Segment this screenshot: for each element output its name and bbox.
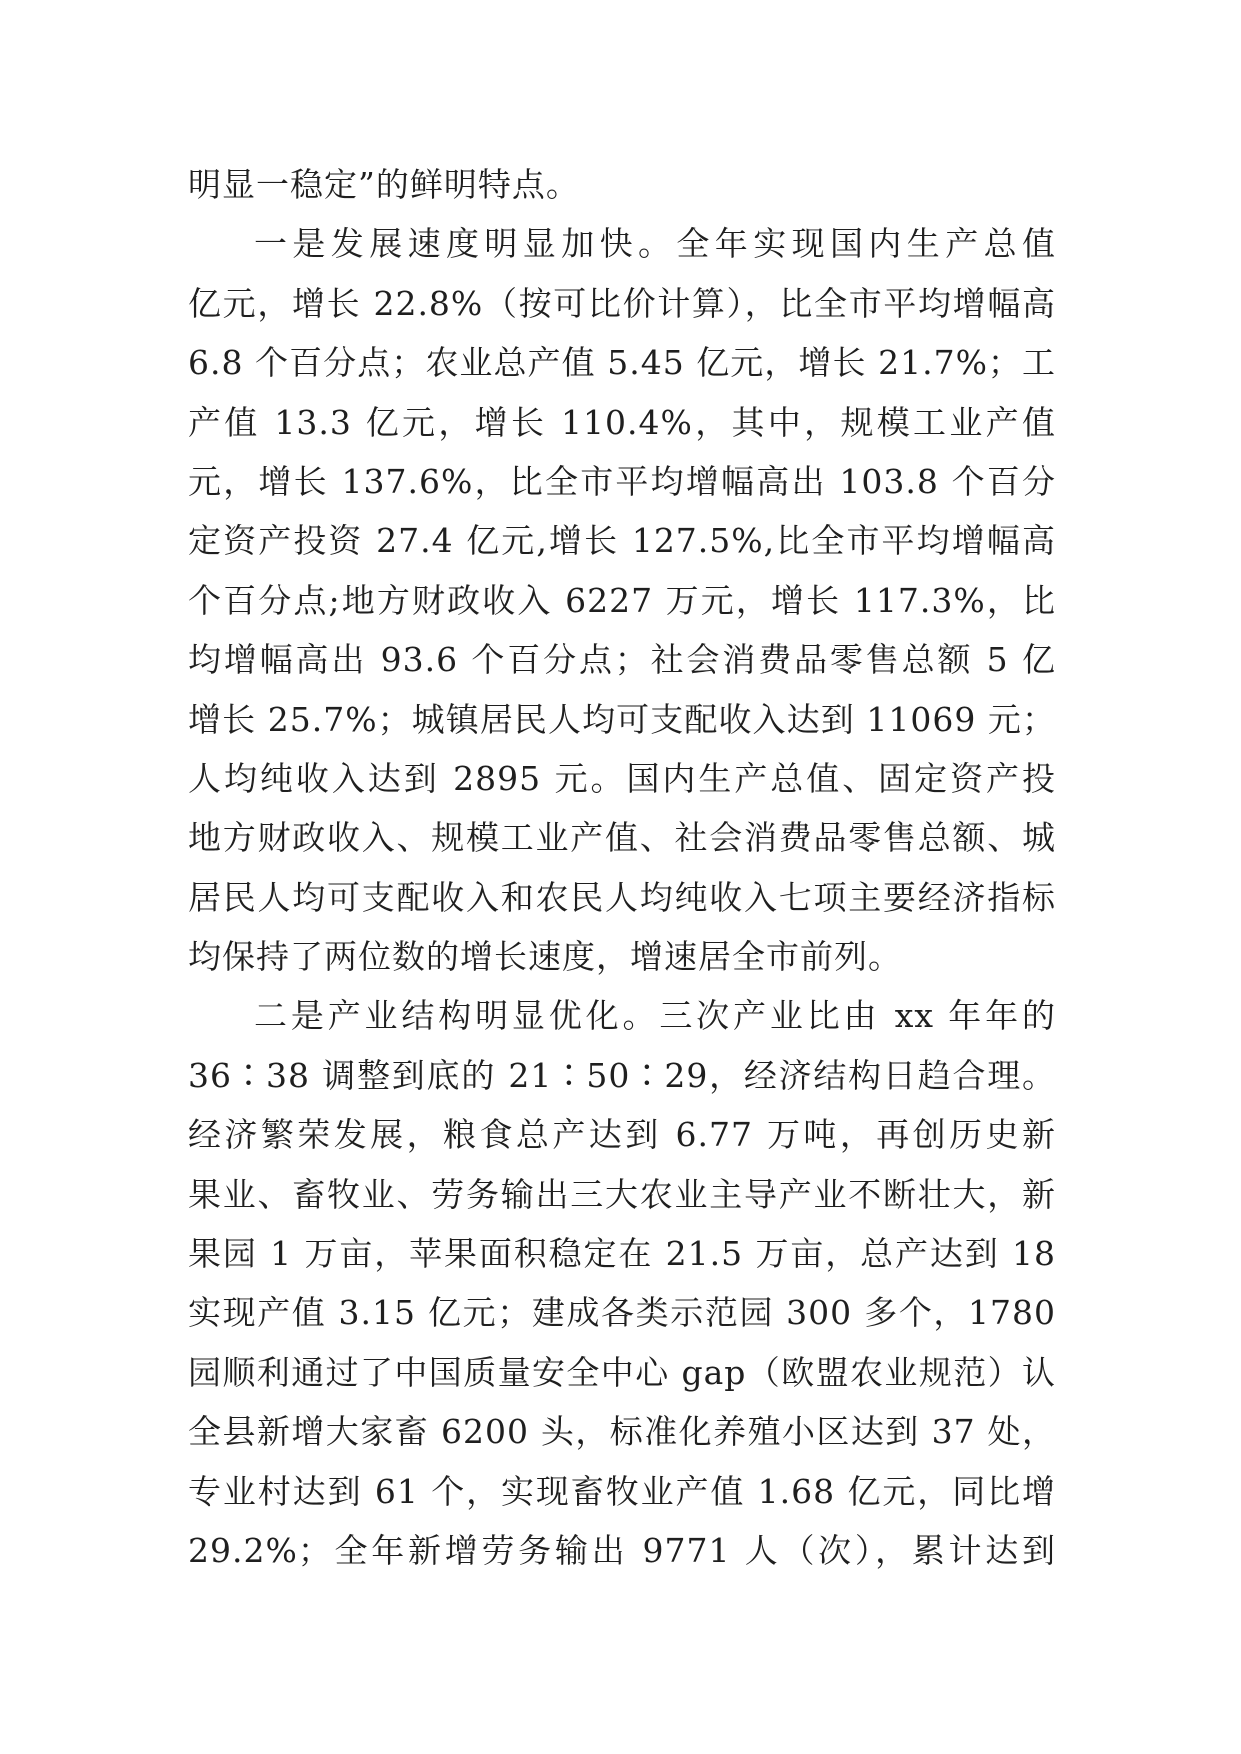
paragraph-end-line: 均保持了两位数的增长速度，增速居全市前列。: [188, 937, 902, 977]
text-line: 个百分点;地方财政收入 6227 万元，增长 117.3%，比: [188, 580, 1056, 620]
text-line: 地方财政收入、规模工业产值、社会消费品零售总额、城: [188, 818, 1056, 858]
text-line: 人均纯收入达到 2895 元。国内生产总值、固定资产投: [188, 758, 1056, 798]
text-line: 亿元，增长 22.8%（按可比价计算），比全市平均增幅高: [188, 283, 1056, 323]
paragraph-start-line: 二是产业结构明显优化。三次产业比由 xx 年年的: [254, 996, 1056, 1036]
text-line: 6.8 个百分点；农业总产值 5.45 亿元，增长 21.7%；工: [188, 343, 1056, 383]
text-line: 明显一稳定”的鲜明特点。: [188, 165, 580, 204]
text-line: 定资产投资 27.4 亿元,增长 127.5%,比全市平均增幅高: [188, 521, 1056, 561]
text-line: 全县新增大家畜 6200 头，标准化养殖小区达到 37 处，: [188, 1412, 1056, 1452]
body-text: [188, 155, 1056, 1580]
text-line: 园顺利通过了中国质量安全中心 gap（欧盟农业规范）认: [188, 1352, 1056, 1392]
text-line: 增长 25.7%；城镇居民人均可支配收入达到 11069 元；: [188, 699, 1056, 739]
text-line: 元，增长 137.6%，比全市平均增幅高出 103.8 个百分: [188, 461, 1056, 501]
text-line: 实现产值 3.15 亿元；建成各类示范园 300 多个，1780: [188, 1293, 1056, 1333]
paragraph-start-line: 一是发展速度明显加快。全年实现国内生产总值: [254, 224, 1056, 264]
text-line: 经济繁荣发展，粮食总产达到 6.77 万吨，再创历史新: [188, 1115, 1056, 1155]
text-line: 居民人均可支配收入和农民人均纯收入七项主要经济指标: [188, 877, 1056, 917]
text-line: 36∶38 调整到底的 21∶50∶29，经济结构日趋合理。: [188, 1055, 1056, 1095]
text-line: 产值 13.3 亿元，增长 110.4%，其中，规模工业产值: [188, 402, 1056, 442]
text-line: 果园 1 万亩，苹果面积稳定在 21.5 万亩，总产达到 18: [188, 1234, 1056, 1274]
text-line: 均增幅高出 93.6 个百分点；社会消费品零售总额 5 亿: [188, 640, 1056, 680]
text-line: 果业、畜牧业、劳务输出三大农业主导产业不断壮大，新: [188, 1174, 1056, 1214]
text-line: 29.2%；全年新增劳务输出 9771 人（次），累计达到: [188, 1530, 1056, 1570]
text-line: 专业村达到 61 个，实现畜牧业产值 1.68 亿元，同比增: [188, 1471, 1056, 1511]
